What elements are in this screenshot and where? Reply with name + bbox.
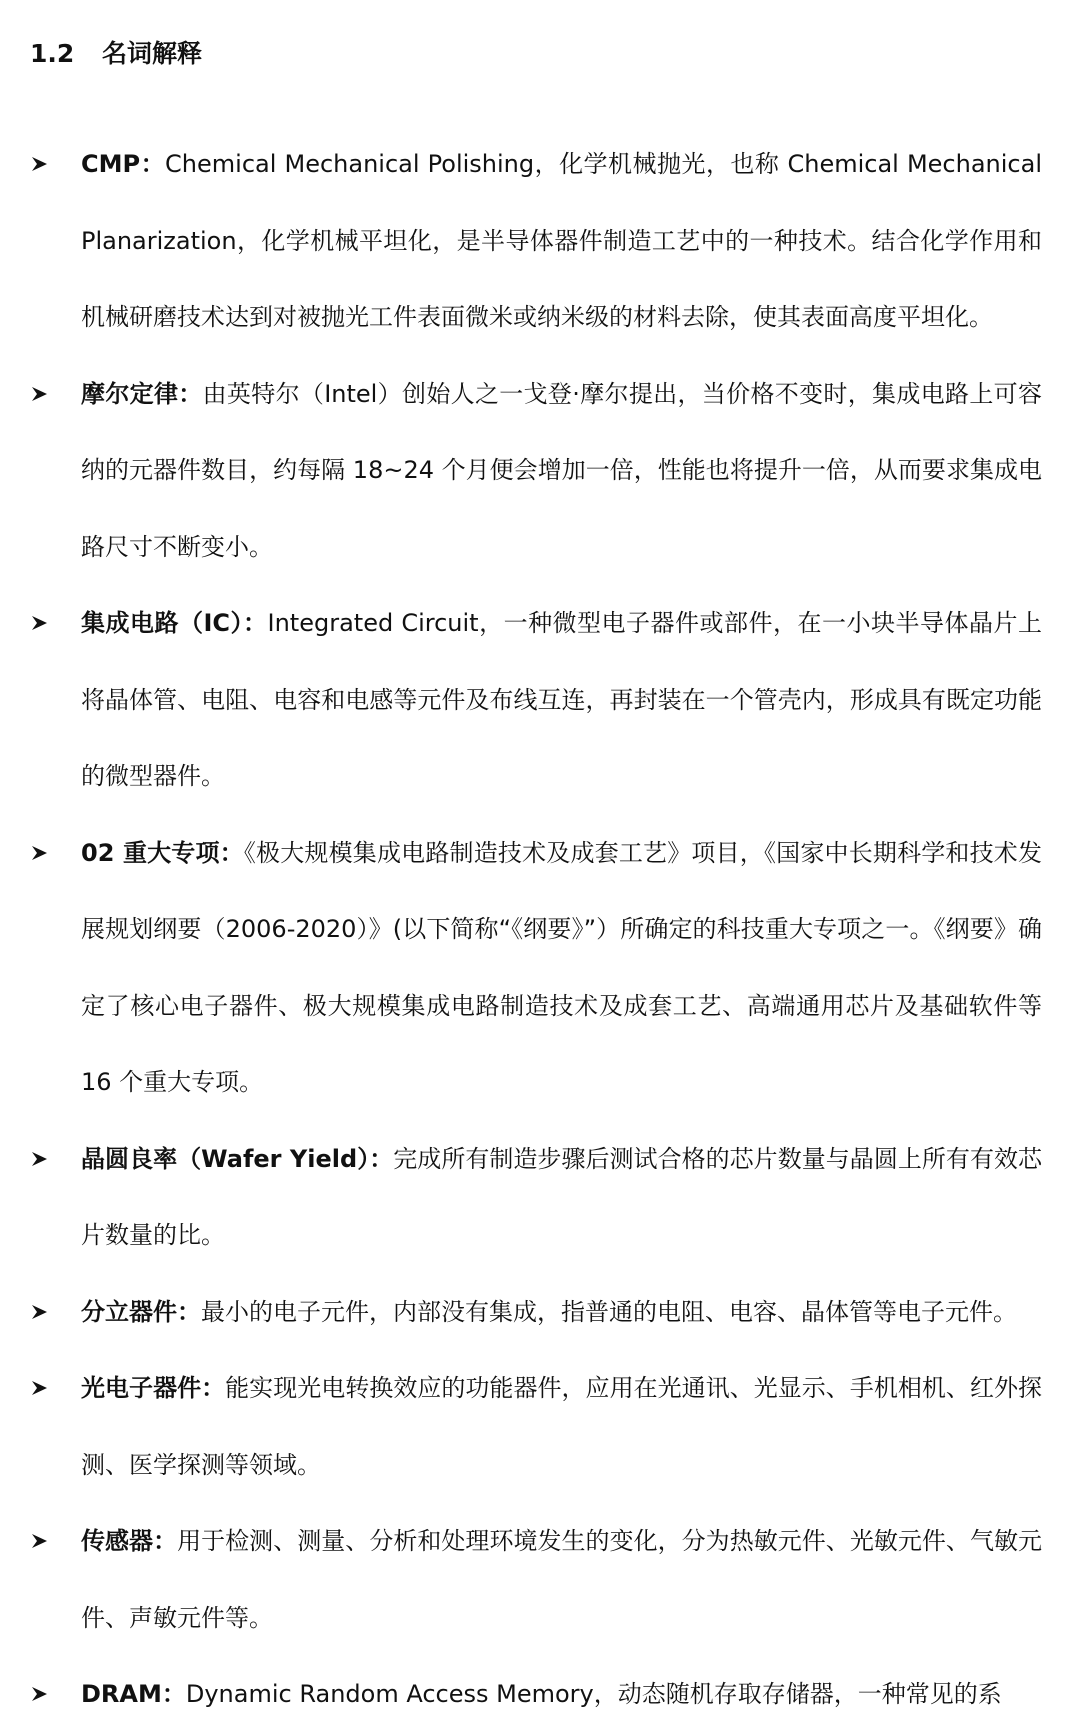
glossary-definition: 由英特尔（Intel）创始人之一戈登·摩尔提出，当价格不变时，集成电路上可容纳的元器件数目，约每隔 18~24 个月便会增加一倍，性能也将提升一倍，从而要求集成电路尺寸不断变小。 xyxy=(81,379,1042,561)
arrow-bullet-icon xyxy=(26,815,54,892)
glossary-term: 集成电路（IC）： xyxy=(81,609,268,637)
glossary-definition: 最小的电子元件，内部没有集成，指普通的电阻、电容、晶体管等电子元件。 xyxy=(201,1297,1017,1326)
glossary-term: 晶圆良率（Wafer Yield）： xyxy=(81,1144,394,1173)
glossary-entry-wafer-yield xyxy=(0,1121,1080,1274)
arrow-bullet-icon xyxy=(26,1350,54,1427)
glossary-term: 摩尔定律： xyxy=(81,379,203,408)
glossary-entry-ic xyxy=(0,585,1080,815)
glossary-definition: 能实现光电转换效应的功能器件，应用在光通讯、光显示、手机相机、红外探测、医学探测等领域。 xyxy=(81,1374,1042,1479)
glossary-entry-optoelectronic-device xyxy=(0,1350,1080,1503)
arrow-bullet-icon xyxy=(26,1274,54,1351)
glossary-definition: Dynamic Random Access Memory，动态随机存取存储器，一种常见的系 xyxy=(185,1680,1002,1708)
glossary-definition: 《极大规模集成电路制造技术及成套工艺》项目，《国家中长期科学和技术发展规划纲要（2006-2020）》(以下简称“《纲要》”）所确定的科技重大专项之一。《纲要》确定了核心电子器件、极大规模集成电路制造技术及成套工艺、高端通用芯片及基础软件等 16 个重大专项。 xyxy=(81,838,1042,1096)
arrow-bullet-icon xyxy=(26,356,54,433)
glossary-term: 光电子器件： xyxy=(81,1374,226,1402)
arrow-bullet-icon xyxy=(26,1121,54,1198)
section-heading xyxy=(30,34,202,74)
arrow-bullet-icon xyxy=(26,1656,54,1733)
glossary-entry-dram xyxy=(0,1656,1080,1733)
glossary-list xyxy=(0,126,1080,1733)
glossary-entry-02-project xyxy=(0,815,1080,1121)
glossary-entry-discrete-device xyxy=(0,1274,1080,1351)
glossary-entry-cmp xyxy=(0,126,1080,356)
section-number: 1.2 xyxy=(30,39,75,68)
arrow-bullet-icon xyxy=(26,585,54,662)
glossary-term: CMP： xyxy=(81,150,166,178)
glossary-term: 传感器： xyxy=(81,1527,178,1555)
glossary-entry-sensor xyxy=(0,1503,1080,1656)
glossary-term: 分立器件： xyxy=(81,1297,201,1326)
glossary-definition: 用于检测、测量、分析和处理环境发生的变化，分为热敏元件、光敏元件、气敏元件、声敏元件等。 xyxy=(81,1527,1043,1632)
glossary-term: DRAM： xyxy=(81,1680,186,1708)
glossary-definition: Integrated Circuit，一种微型电子器件或部件，在一小块半导体晶片上将晶体管、电阻、电容和电感等元件及布线互连，再封装在一个管壳内，形成具有既定功能的微型器件。 xyxy=(81,609,1042,790)
glossary-entry-moores-law xyxy=(0,356,1080,586)
arrow-bullet-icon xyxy=(26,1503,54,1580)
arrow-bullet-icon xyxy=(26,126,54,203)
glossary-term: 02 重大专项： xyxy=(81,838,244,867)
section-title: 名词解释 xyxy=(102,39,203,68)
glossary-definition: 完成所有制造步骤后测试合格的芯片数量与晶圆上所有有效芯片数量的比。 xyxy=(81,1144,1042,1249)
glossary-definition: Chemical Mechanical Polishing，化学机械抛光，也称 Chemical Mechanical Planarization，化学机械平坦化，是半导体器件制造工艺中的一种技术。结合化学作用和机械研磨技术达到对被抛光工件表面微米或纳米级的材料去除，使其表面高度平坦化。 xyxy=(81,150,1042,331)
